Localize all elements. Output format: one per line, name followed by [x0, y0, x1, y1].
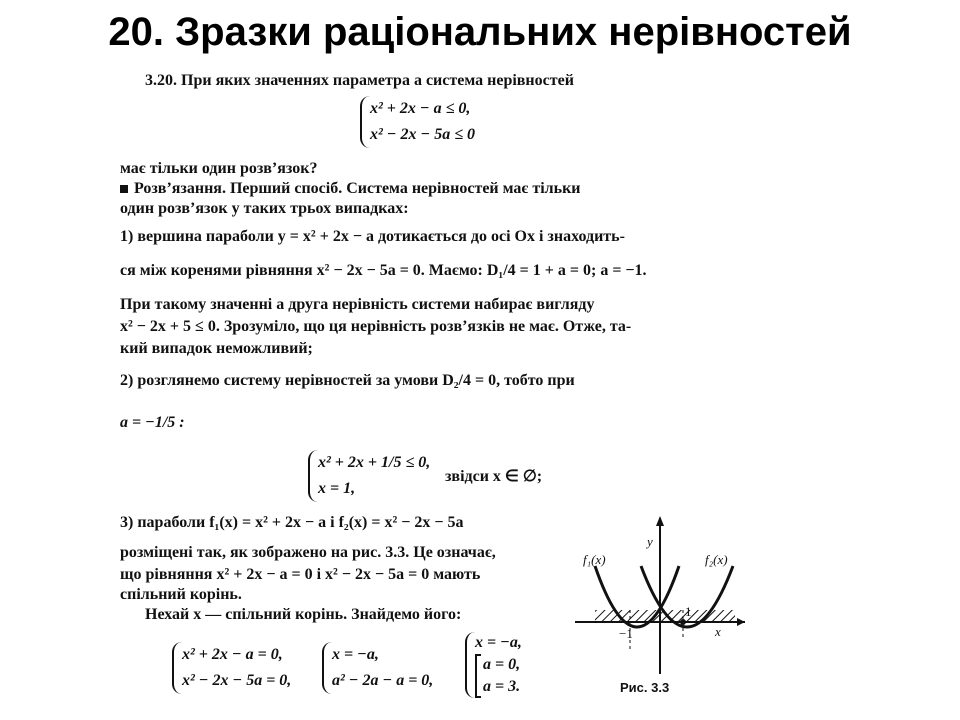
- final-system-3-row-2: a = 0,: [483, 656, 521, 673]
- figure-parabolas: [575, 512, 755, 692]
- problem-label: 3.20. При яких значеннях параметра a система нерівностей: [145, 72, 574, 89]
- case3-line-c: що рівняння x² + 2x − a = 0 і x² − 2x − 5a = 0 мають: [120, 566, 481, 583]
- label-one: 1: [685, 604, 692, 619]
- case3-line-a: 3) параболи f₁(x) = x² + 2x − a і f₂(x) = x² − 2x − 5a: [120, 514, 464, 531]
- case2-system-row-2: x = 1,: [318, 480, 356, 497]
- case2-line-b: a = −1/5 :: [120, 414, 185, 431]
- problem-system-row-1: x² + 2x − a ≤ 0,: [370, 100, 471, 117]
- case1-line-a: 1) вершина параболи y = x² + 2x − a дотикається до осі Ox і знаходить-: [120, 228, 625, 245]
- case1-line-c: При такому значенні a друга нерівність системи набирає вигляду: [120, 296, 595, 313]
- label-f2: f₂(x): [705, 552, 728, 567]
- solution-intro: [120, 180, 581, 198]
- final-system-3-row-3: a = 3.: [483, 678, 521, 695]
- case1-line-e: кий випадок неможливий;: [120, 340, 313, 357]
- final-system-3-bracket: [475, 654, 522, 698]
- parabolas-graph: [575, 512, 755, 682]
- slide-title: 20. Зразки раціональних нерівностей: [108, 10, 852, 54]
- final-system-1-row-1: x² + 2x − a = 0,: [182, 646, 283, 663]
- case3-line-d: спільний корінь.: [120, 586, 242, 603]
- problem-system: [360, 96, 475, 148]
- solution-intro-text: Розв’язання. Перший спосіб. Система нерівностей має тільки: [134, 180, 581, 197]
- label-x: x: [715, 624, 721, 639]
- label-y: y: [647, 534, 653, 549]
- label-minus-one: −1: [619, 626, 633, 641]
- case1-line-d: x² − 2x + 5 ≤ 0. Зрозуміло, що ця нерівність розв’язків не має. Отже, та-: [120, 318, 632, 335]
- case3-line-b: розміщені так, як зображено на рис. 3.3. Це означає,: [120, 544, 496, 561]
- solution-intro-2: один розв’язок у таких трьох випадках:: [120, 200, 409, 217]
- case2-system: [308, 450, 430, 502]
- case2-line-a: 2) розглянемо систему нерівностей за умови D₂/4 = 0, тобто при: [120, 372, 575, 389]
- final-system-1-row-2: x² − 2x − 5a = 0,: [182, 672, 292, 689]
- final-system-1: [172, 642, 291, 694]
- x-axis-arrow-icon: [737, 618, 745, 626]
- problem-system-row-2: x² − 2x − 5a ≤ 0: [370, 126, 475, 143]
- problem-question: має тільки один розв’язок?: [120, 160, 318, 177]
- case2-note: звідси x ∈ ∅;: [445, 468, 543, 485]
- case2-system-row-1: x² + 2x + 1/5 ≤ 0,: [318, 454, 431, 471]
- final-system-2-row-2: a² − 2a − a = 0,: [332, 672, 434, 689]
- label-f1: f₁(x): [583, 552, 606, 567]
- final-system-3-row-1: x = −a,: [475, 634, 522, 651]
- final-system-2: [322, 642, 433, 694]
- final-system-3: [465, 632, 522, 698]
- case3-line-e: Нехай x — спільний корінь. Знайдемо його:: [145, 606, 462, 623]
- y-axis-arrow-icon: [656, 516, 664, 526]
- figure-caption: Рис. 3.3: [620, 680, 670, 695]
- bullet-square-icon: [120, 185, 128, 193]
- final-system-2-row-1: x = −a,: [332, 646, 379, 663]
- case1-line-b: ся між коренями рівняння x² − 2x − 5a = 0. Маємо: D₁/4 = 1 + a = 0; a = −1.: [120, 262, 647, 279]
